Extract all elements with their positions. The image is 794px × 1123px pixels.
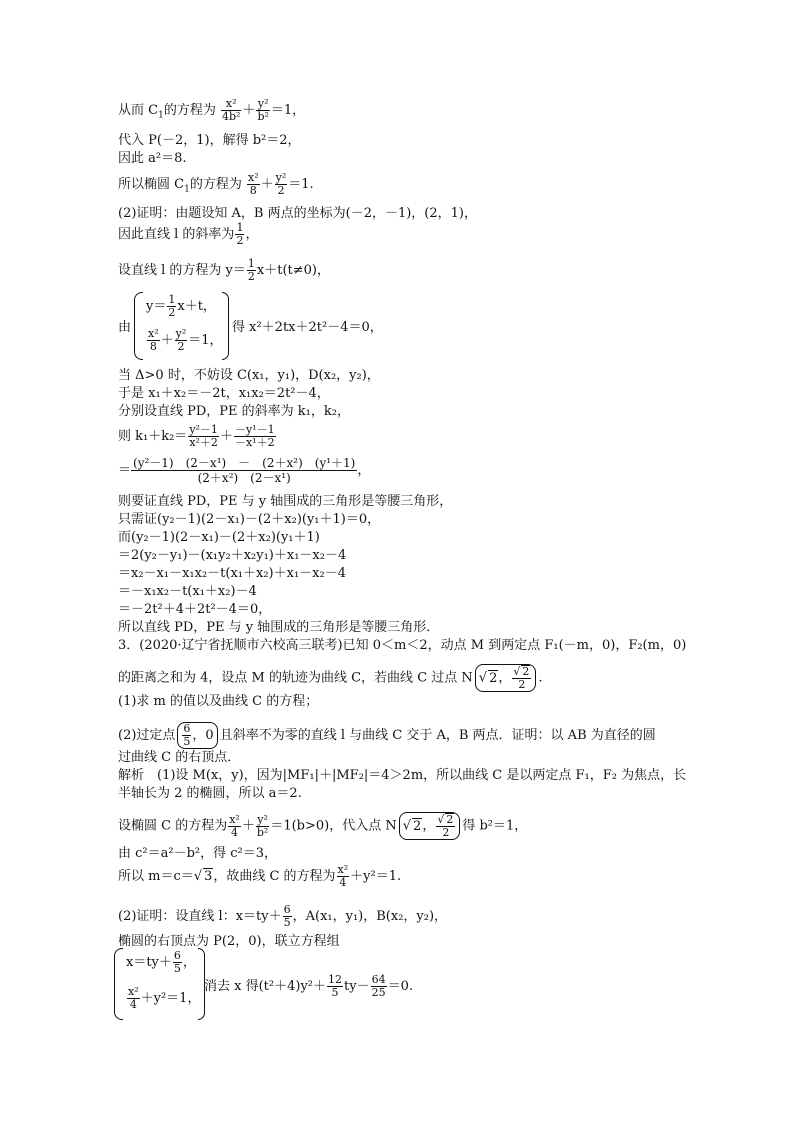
fraction: $\frac{\text{y²}}{2}$ bbox=[275, 171, 287, 197]
text-line: 从而 $C_1$的方程为 $\frac{\text{x²}}{\text{4b²}}$ ＋ $\frac{\text{y²}}{\text{b²}}$ ＝1， bbox=[118, 97, 306, 123]
text-line: 椭圆的右顶点为 P(2，0)，联立方程组 bbox=[118, 934, 340, 949]
text-line: 由 bbox=[118, 320, 132, 335]
text-line: 半轴长为 2 的椭圆，所以 a＝2. bbox=[118, 786, 302, 801]
equation-system: x＝ty＋ $\frac{6}{5}$ ， $\frac{\text{x²}}{4}$ ＋y²＝1， bbox=[114, 948, 204, 1020]
text-line: 当 Δ>0 时，不妨设 C(x₁，y₁)，D(x₂，y₂)， bbox=[118, 368, 380, 383]
text-line: (2)证明：设直线 l：x＝ty＋ $\frac{6}{5}$ ，A(x₁，y₁)，B(x₂，y₂)， bbox=[118, 903, 448, 929]
equation-system: y＝ $\frac{1}{2}$ x＋t， $\frac{\text{x²}}{8}$ ＋ $\frac{\text{y²}}{2}$ ＝1， bbox=[134, 292, 214, 360]
text-line: 消去 x 得(t²＋4)y²＋ $\frac{12}{5}$ ty－ $\frac{64}{25}$ ＝0. bbox=[204, 973, 413, 999]
problem-statement: 3．(2020·辽宁省抚顺市六校高三联考)已知 0＜m＜2，动点 M 到两定点 F₁(－m，0)，F₂(m，0) bbox=[118, 638, 687, 653]
text-line: 所以直线 PD，PE 与 y 轴围成的三角形是等腰三角形． bbox=[118, 620, 440, 635]
text-line: 则 k₁＋k₂＝ $\frac{\text{y²－1}}{\text{x²＋2}}$ ＋ $\frac{\text{－y¹－1}}{\text{－x¹＋2}}$ bbox=[118, 423, 275, 449]
text-line: 于是 x₁＋x₂＝－2t，x₁x₂＝2t²－4， bbox=[118, 386, 330, 401]
text-line: 代入 P(－2，1)，解得 b²＝2， bbox=[118, 133, 301, 148]
text-line: 过曲线 C 的右顶点． bbox=[118, 750, 241, 765]
text-line: 所以椭圆 $C_1$的方程为 $\frac{\text{x²}}{8}$ ＋ $\frac{\text{y²}}{2}$ ＝1. bbox=[118, 171, 314, 197]
text-line: ＝2(y₂－y₁)－(x₁y₂＋x₂y₁)＋x₁－x₂－4 bbox=[118, 548, 347, 563]
text-line: 所以 m＝c＝√ 3，故曲线 C 的方程为 $\frac{\text{x²}}{4}$ ＋y²＝1. bbox=[118, 863, 402, 889]
left-brace bbox=[114, 948, 123, 1020]
text-line: 而(y₂－1)(2－x₁)－(2＋x₂)(y₁＋1) bbox=[118, 530, 320, 545]
text-line: ＝－x₁x₂－t(x₁＋x₂)－4 bbox=[118, 584, 257, 599]
right-brace bbox=[222, 292, 229, 360]
text-line: 设直线 l 的方程为 y＝ $\frac{1}{2}$ x＋t(t≠0)， bbox=[118, 257, 330, 283]
text-line: ＝－2t²＋4＋2t²－4＝0， bbox=[118, 602, 272, 617]
text-line: 得 x²＋2tx＋2t²－4＝0， bbox=[232, 320, 383, 335]
fraction: $\frac{\text{(y²－1) (2－x¹) － (2＋x²) (y¹＋1)}}{\text{(2＋x²) (2－x¹)}}$ bbox=[133, 456, 356, 485]
text-line: 设椭圆 C 的方程为 $\frac{\text{x²}}{4}$ ＋ $\frac{\text{y²}}{\text{b²}}$ ＝1(b>0)，代入点 N √ 2， $\frac{√ 2}{2}$ 得 b²＝1， bbox=[118, 812, 528, 839]
text-line: (1)求 m 的值以及曲线 C 的方程； bbox=[118, 694, 319, 709]
text-line: 则要证直线 PD，PE 与 y 轴围成的三角形是等腰三角形， bbox=[118, 494, 453, 509]
fraction: $\frac{\text{y²}}{\text{b²}}$ bbox=[257, 97, 269, 123]
text-line: ＝ $\frac{\text{(y²－1) (2－x¹) － (2＋x²) (y¹＋1)}}{\text{(2＋x²) (2－x¹)}}$ ， bbox=[118, 456, 371, 485]
fraction: $\frac{\text{x²}}{8}$ bbox=[247, 171, 259, 197]
text-line: (2)过定点 $\frac{6}{5}$ ，0 且斜率不为零的直线 l 与曲线 C 交于 A，B 两点．证明：以 AB 为直径的圆 bbox=[118, 722, 656, 748]
text-line: 分别设直线 PD，PE 的斜率为 k₁，k₂， bbox=[118, 404, 350, 419]
text-line: 由 c²＝a²－b²，得 c²＝3， bbox=[118, 846, 278, 861]
left-brace bbox=[134, 292, 143, 360]
fraction: $\frac{\text{x²}}{\text{4b²}}$ bbox=[221, 97, 241, 123]
solution-text: 解析 (1)设 M(x，y)，因为|MF₁|＋|MF₂|＝4＞2m，所以曲线 C 是以两定点 F₁，F₂ 为焦点，长 bbox=[118, 768, 687, 783]
fraction: $\frac{1}{2}$ bbox=[236, 221, 244, 247]
text-line: ＝x₂－x₁－x₁x₂－t(x₁＋x₂)＋x₁－x₂－4 bbox=[118, 566, 346, 581]
paren-group: √ 2， $\frac{√ 2}{2}$ bbox=[399, 812, 461, 840]
text-line: (2)证明：由题设知 A，B 两点的坐标为(－2，－1)，(2，1)， bbox=[118, 206, 477, 221]
fraction: $\frac{1}{2}$ bbox=[247, 257, 255, 283]
text-line: 只需证(y₂－1)(2－x₁)－(2＋x₂)(y₁＋1)＝0， bbox=[118, 512, 381, 527]
text-line: 因此 a²＝8. bbox=[118, 151, 187, 166]
paren-group: $\frac{6}{5}$ ，0 bbox=[177, 722, 217, 749]
text-line: 的距离之和为 4，设点 M 的轨迹为曲线 C，若曲线 C 过点 N √ 2， $\frac{√ 2}{2}$ . bbox=[118, 665, 543, 691]
text-line: 因此直线 l 的斜率为 $\frac{1}{2}$ ， bbox=[118, 221, 259, 247]
paren-group: √ 2， $\frac{√ 2}{2}$ bbox=[475, 664, 537, 692]
